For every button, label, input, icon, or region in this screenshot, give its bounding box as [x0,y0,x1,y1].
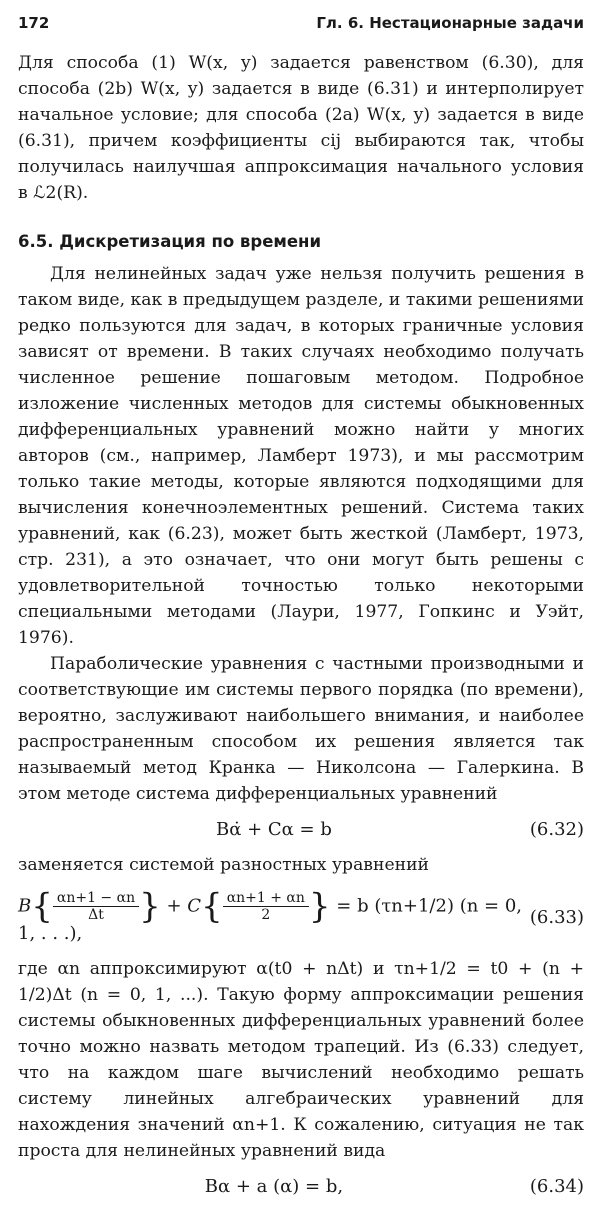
matrix-b: B [18,895,32,917]
left-brace: { [201,886,223,927]
equation-formula: B{ $\frac{\alpha n+1 - \alpha n}{\Delta t}$ } + C{ $\frac{\alpha n+1 + \alpha n}{2}$ } = b (τn+1/2) (n = 0, 1, . . .), [18,886,523,944]
equation-6-32 [18,819,584,840]
fraction-denominator: 2 [261,907,271,923]
fraction-numerator: αn+1 − αn [53,890,139,907]
equation-rhs: = b (τn+1/2) (n = 0, 1, . . .), [18,895,523,944]
right-brace: } [308,886,331,927]
equation-6-34 [18,1176,584,1197]
paragraph-3: Параболические уравнения с частными производными и соответствующие им системы первого порядка (по времени), вероятно, заслуживают наибольшего внимания, и наиболее распространенным способом их решения является так называемый метод Кранка — Николсона — Галеркина. В этом методе система дифференциальных уравнений [18,654,584,804]
page-header [18,14,584,32]
equation-number: (6.34) [529,1176,584,1197]
fraction-denominator: Δt [88,907,104,923]
paragraph-5: где αn аппроксимируют α(t0 + nΔt) и τn+1/2 = t0 + (n + 1/2)Δt (n = 0, 1, ...). Такую форму аппроксимации решения системы обыкновенных дифференциальных уравнений более точно можно назвать методом трапеций. Из (6.33) следует, что на каждом шаге вычислений необходимо решать систему линейных алгебраических уравнений для нахождения значений αn+1. К сожалению, ситуация не так проста для нелинейных уравнений вида [18,959,584,1161]
fraction-average [223,890,309,923]
page-number: 172 [18,14,50,32]
section-heading: 6.5. Дискретизация по времени [18,232,322,251]
paragraph-4: заменяется системой разностных уравнений [18,855,429,875]
matrix-c: C [187,895,202,917]
right-brace: } [139,886,161,927]
book-page [18,14,584,1209]
left-brace: { [31,886,53,927]
paragraph-1: Для способа (1) W(x, y) задается равенством (6.30), для способа (2b) W(x, y) задается в виде (6.31) и интерполирует начальное условие; для способа (2a) W(x, y) задается в виде (6.31), причем коэффициенты cij выбираются так, чтобы получилась наилучшая аппроксимация начального условия в ℒ2(R). [18,53,584,203]
equation-formula: Bα + a (α) = b, [204,1176,344,1197]
equation-number: (6.33) [529,906,584,928]
fraction-difference [53,890,139,923]
paragraph-2: Для нелинейных задач уже нельзя получить решения в таком виде, как в предыдущем разделе, и такими решениями редко пользуются для задач, в которых граничные условия зависят от времени. В таких случаях необходимо получать численное решение пошаговым методом. Подробное изложение численных методов для системы обыкновенных дифференциальных уравнений можно найти у многих авторов (см., например, Ламберт 1973), и мы рассмотрим только такие методы, которые являются подходящими для вычисления конечноэлементных решений. Система таких уравнений, как (6.23), может быть жесткой (Ламберт, 1973, стр. 231), а это означает, что они могут быть решены с удовлетворительной точностью только некоторыми специальными методами (Лаури, 1977, Гопкинс и Уэйт, 1976). [18,264,584,648]
equation-number: (6.32) [529,819,584,840]
equation-formula: Bα̇ + Cα = b [215,819,332,840]
fraction-numerator: αn+1 + αn [223,890,309,907]
equation-6-33 [18,886,584,944]
running-title: Гл. 6. Нестационарные задачи [316,14,584,32]
